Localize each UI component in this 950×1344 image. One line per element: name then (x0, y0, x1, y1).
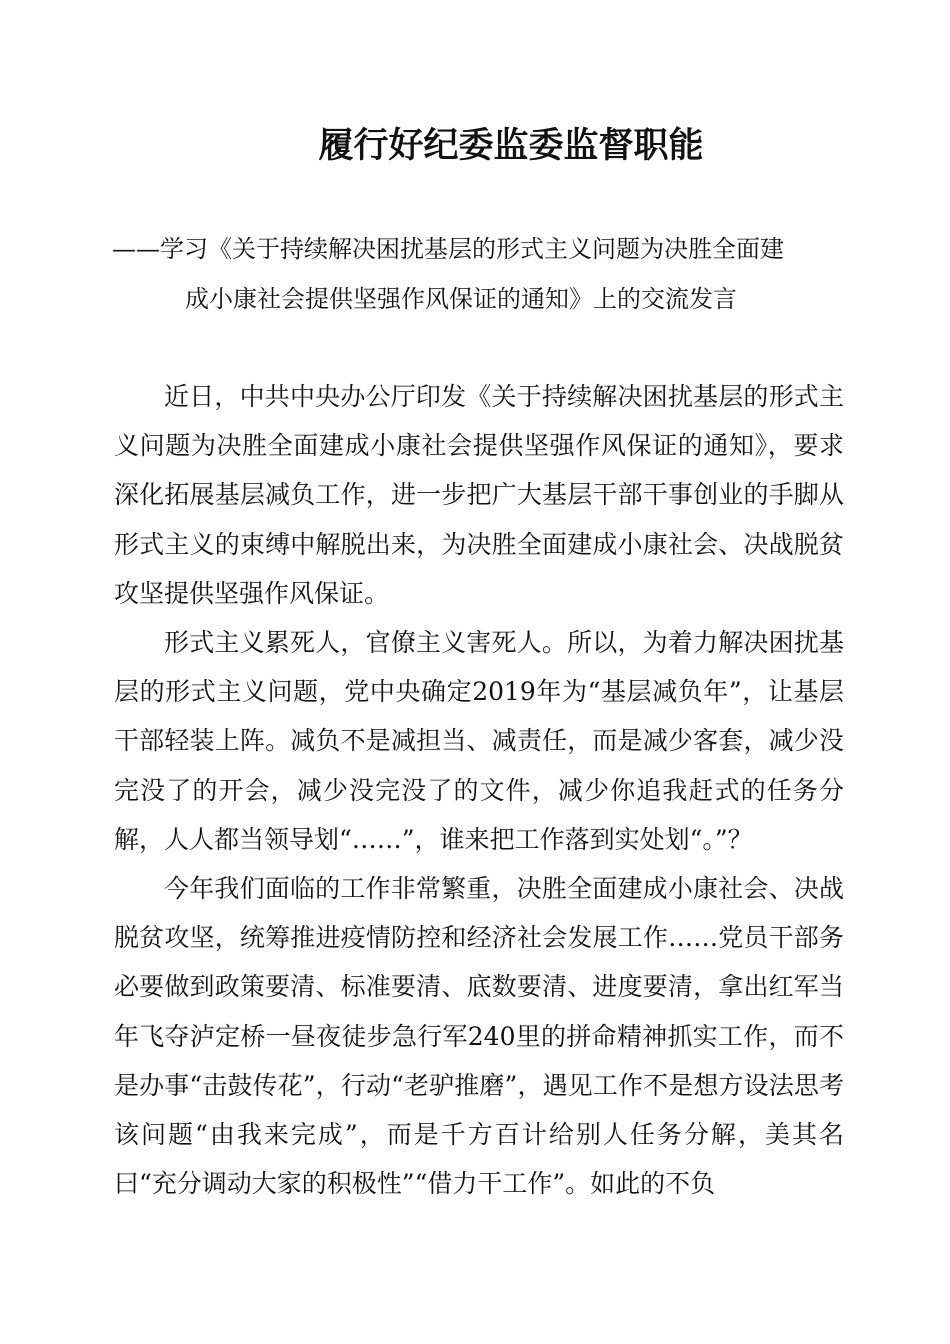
page-title: 履行好纪委监委监督职能 (318, 125, 704, 166)
body-paragraph: 今年我们面临的工作非常繁重，决胜全面建成小康社会、决战脱贫攻坚，统筹推进疫情防控和经济社会发展工作……党员干部务必要做到政策要清、标准要清、底数要清、进度要清，拿出红军当年飞夺泸定桥一昼夜徒步急行军240里的拼命精神抓实工作，而不是办事“击鼓传花”，行动“老驴推磨”，遇见工作不是想方设法思考该问题“由我来完成”，而是千方百计给别人任务分解，美其名曰“充分调动大家的积极性”“借力干工作”。如此的不负 (114, 874, 844, 1199)
body-paragraph: 形式主义累死人，官僚主义害死人。所以，为着力解决困扰基层的形式主义问题，党中央确定2019年为“基层减负年”，让基层干部轻装上阵。减负不是减担当、减责任，而是减少客套，减少没完没了的开会，减少没完没了的文件，减少你追我赶式的任务分解，人人都当领导划“……”，谁来把工作落到实处划“。”？ (114, 628, 844, 854)
document-subtitle (112, 224, 842, 324)
subtitle-line: 成小康社会提供坚强作风保证的通知》上的交流发言 (185, 285, 737, 313)
body-paragraph: 近日，中共中央办公厅印发《关于持续解决困扰基层的形式主义问题为决胜全面建成小康社会提供坚强作风保证的通知》，要求深化拓展基层减负工作，进一步把广大基层干部干事创业的手脚从形式主义的束缚中解脱出来，为决胜全面建成小康社会、决战脱贫攻坚提供坚强作风保证。 (114, 382, 844, 608)
subtitle-line: ——学习《关于持续解决困扰基层的形式主义问题为决胜全面建 (112, 235, 784, 263)
document-body (114, 372, 844, 1208)
